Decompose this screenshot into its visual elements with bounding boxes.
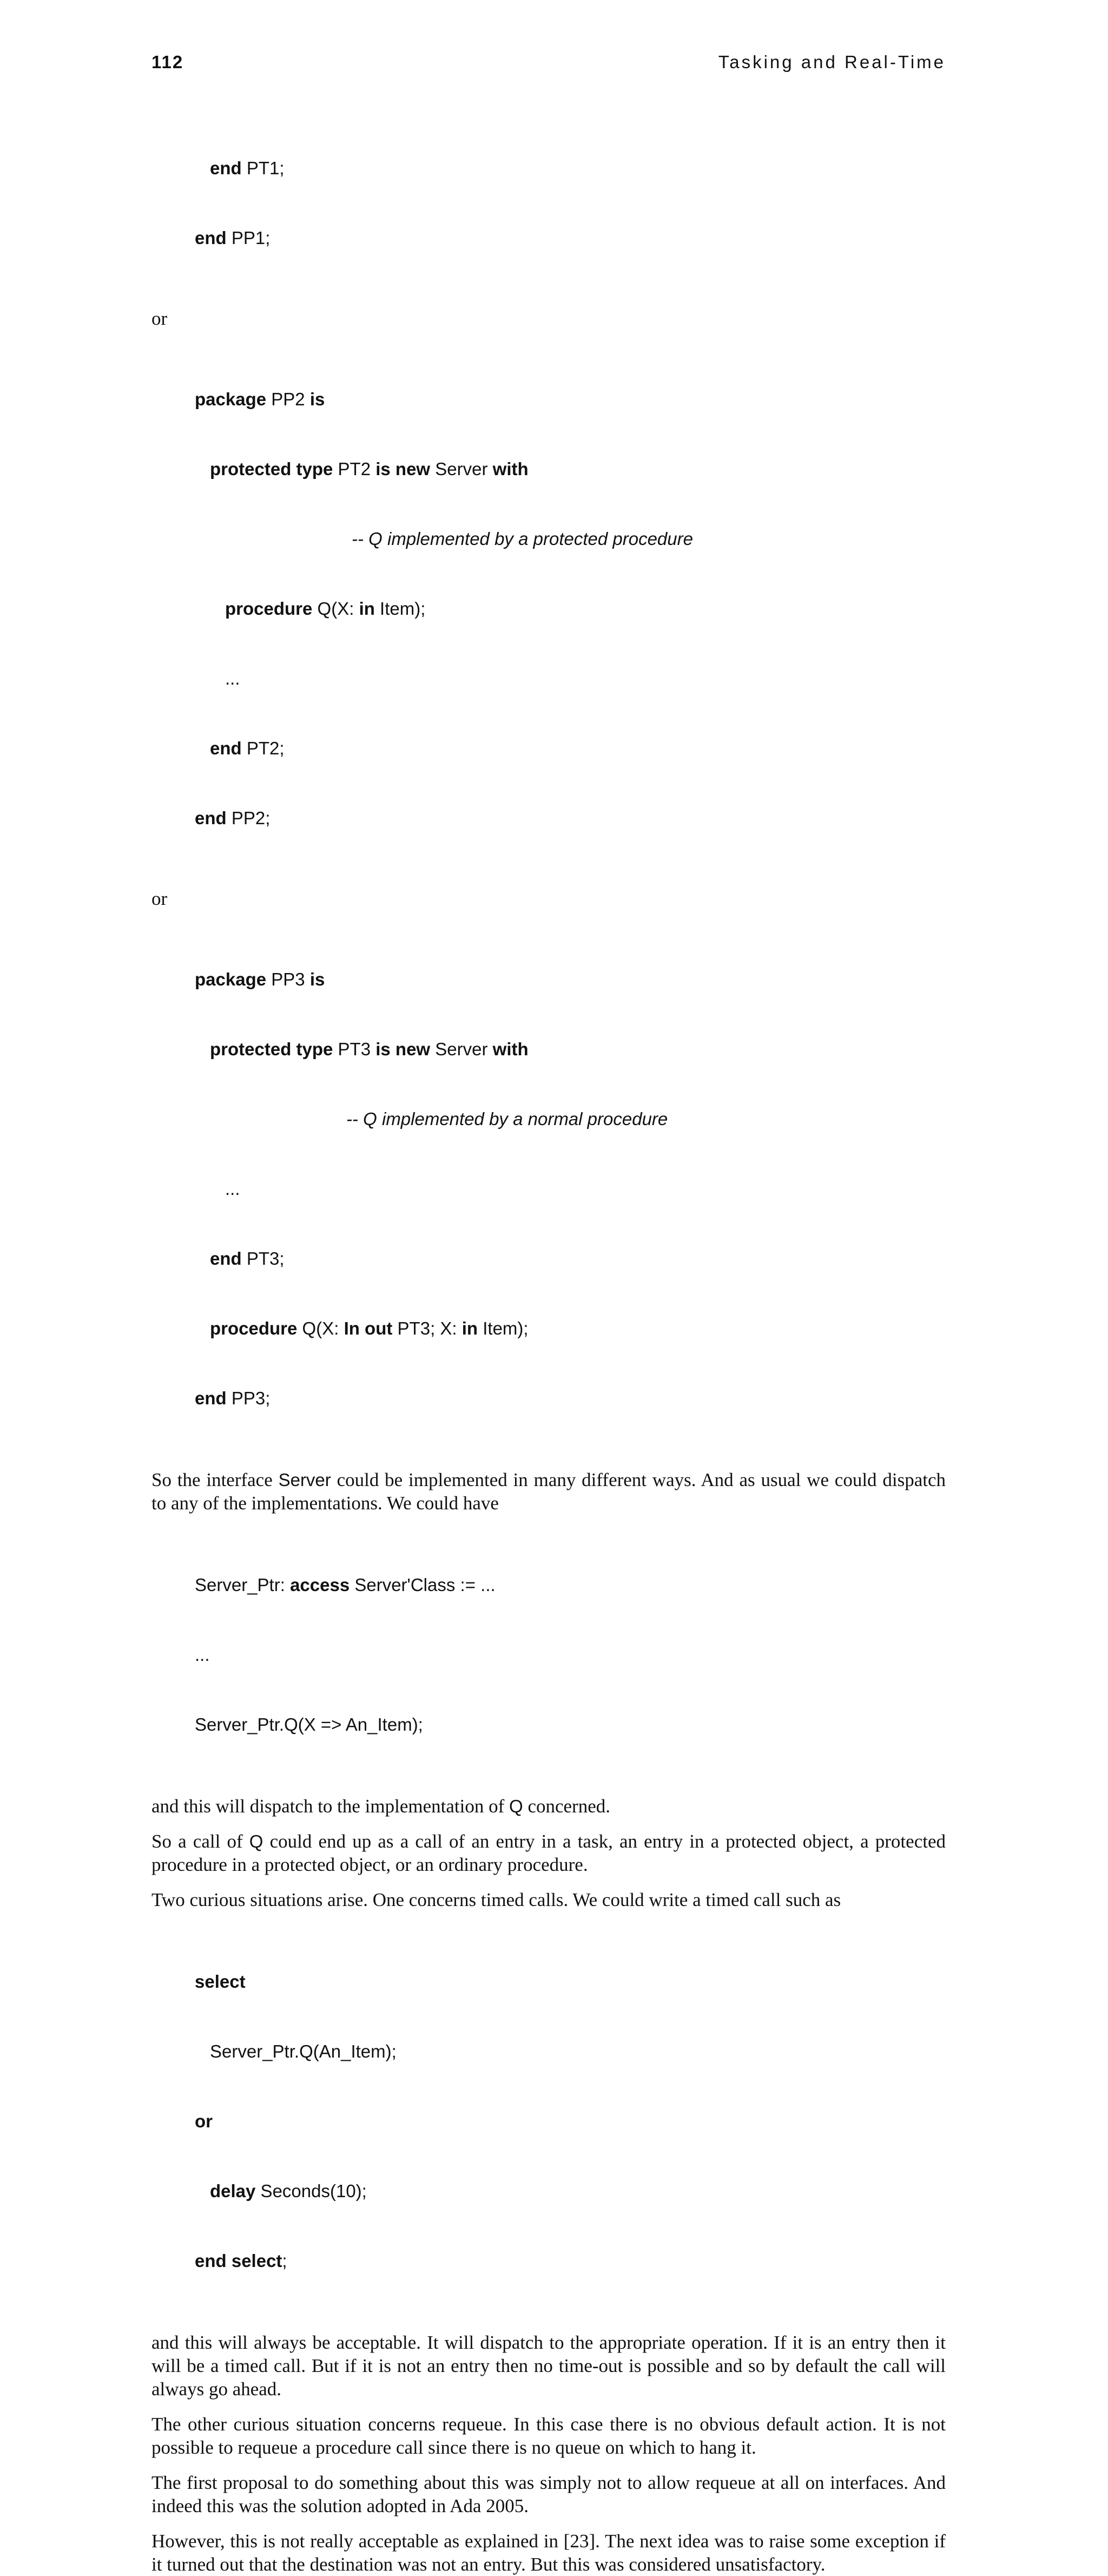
connector-or: or [151,888,168,909]
code-ellipsis: ... [225,1179,240,1199]
code-line: select [195,1972,246,1992]
code-line: end PP2; [195,808,271,828]
code-line: end select; [195,2251,287,2271]
code-block-pp2 [195,341,946,876]
code-line: Server_Ptr.Q(An_Item); [210,2041,397,2061]
paragraph: So the interface Server could be implemented in many different ways. And as usual we could dispatch to any of the implementations. We could have [151,1469,946,1514]
paragraph: The first proposal to do something about this was simply not to allow requeue at all on interfaces. And indeed this was the solution adopted in Ada 2005. [151,2472,946,2516]
paragraph: So a call of Q could end up as a call of an entry in a task, an entry in a protected object, a protected procedure in a protected object, or an ordinary procedure. [151,1831,946,1875]
code-line: or [195,2111,213,2131]
page-number: 112 [151,52,184,72]
code-line: package PP2 is [195,389,325,409]
code-line: protected type PT3 is new Server with [210,1039,529,1059]
code-block-pp1-end [195,110,946,296]
paragraph: Two curious situations arise. One concerns timed calls. We could write a timed call such as [151,1889,841,1910]
paragraph: and this will always be acceptable. It will dispatch to the appropriate operation. If it is an entry then it will be a timed call. But if it is not an entry then no time-out is possible and so by default the call will always go ahead. [151,2332,946,2400]
code-line: delay Seconds(10); [210,2181,367,2201]
code-block-server-ptr [195,1527,946,1783]
code-line: Server_Ptr.Q(X => An_Item); [195,1714,423,1734]
code-line: end PP3; [195,1388,271,1408]
code-line: procedure Q(X: in Item); [225,599,426,619]
paragraph: The other curious situation concerns requeue. In this case there is no obvious default action. It is not possible to requeue a procedure call since there is no queue on which to hang it. [151,2414,946,2458]
code-line: end PP1; [195,228,271,248]
code-block-pp3 [195,921,946,1456]
code-line: procedure Q(X: In out PT3; X: in Item); [210,1318,529,1338]
code-block-select [195,1923,946,2319]
paragraph: However, this is not really acceptable as explained in [23]. The next idea was to raise some exception if it turned out that the destination was not an entry. But this was considered unsatisfactory. [151,2531,946,2575]
code-line: end PT1; [210,158,285,178]
connector-or: or [151,308,168,329]
code-line: end PT2; [210,738,285,758]
code-comment: -- Q implemented by a protected procedure [352,529,693,549]
code-ellipsis: ... [195,1645,210,1665]
code-line: end PT3; [210,1248,285,1269]
code-line: package PP3 is [195,969,325,989]
code-line: Server_Ptr: access Server'Class := ... [195,1575,496,1595]
running-title: Tasking and Real-Time [718,52,946,72]
code-line: protected type PT2 is new Server with [210,459,529,479]
code-ellipsis: ... [225,668,240,688]
page-body [151,110,946,2576]
running-header [151,52,946,78]
paragraph: and this will dispatch to the implementation of Q concerned. [151,1796,610,1817]
code-comment: -- Q implemented by a normal procedure [346,1109,668,1129]
